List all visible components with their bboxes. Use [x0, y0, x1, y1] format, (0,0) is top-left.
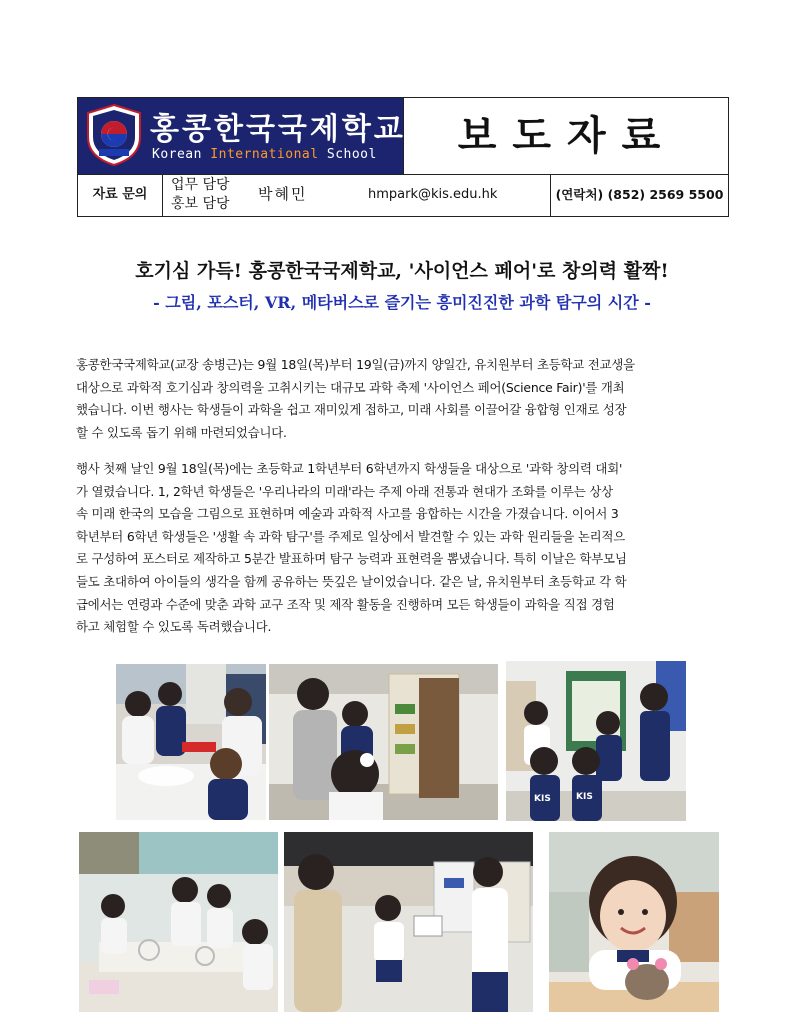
- photo-students-experiment: [116, 664, 266, 820]
- paragraph-line: 대상으로 과학적 호기심과 창의력을 고취시키는 대규모 과학 축제 '사이언스 페어(Science Fair)'를 개최: [76, 379, 625, 395]
- school-name-en-word-1: Korean: [152, 147, 202, 162]
- contact-name: 박혜민: [258, 185, 308, 203]
- document-title: 보도자료: [457, 112, 677, 159]
- article-headline: 호기심 가득! 홍콩한국국제학교, '사이언스 페어'로 창의력 활짝!: [135, 260, 669, 282]
- paragraph-line: 하고 체험할 수 있도록 독려했습니다.: [76, 619, 272, 635]
- photo-poster-presentation: [269, 664, 498, 820]
- paragraph-line: 로 구성하여 포스터로 제작하고 5분간 발표하며 탐구 능력과 표현력을 뽐냈습니다. 특히 이날은 학부모님: [76, 551, 627, 567]
- school-crest-icon: [84, 103, 144, 167]
- school-name-english: [152, 147, 377, 162]
- paragraph-line: 속 미래 한국의 모습을 그림으로 표현하며 예술과 과학적 사고를 융합하는 시간을 가졌습니다. 이어서 3: [76, 506, 619, 522]
- school-name-korean: 홍콩한국국제학교: [150, 112, 406, 147]
- body-paragraph-1: [76, 354, 730, 444]
- photo-students-kis-jerseys: [506, 661, 686, 821]
- paragraph-line: 홍콩한국국제학교(교장 송병근)는 9월 18일(목)부터 19일(금)까지 양일간, 유치원부터 초등학교 전교생을: [76, 357, 635, 372]
- paragraph-line: 가 열렸습니다. 1, 2학년 학생들은 '우리나라의 미래'라는 주제 아래 전통과 현대가 조화를 이루는 상상: [76, 483, 613, 499]
- paragraph-line: 할 수 있도록 돕기 위해 마련되었습니다.: [76, 424, 287, 440]
- paragraph-line: 들도 초대하여 아이들의 생각을 함께 공유하는 뜻깊은 날이었습니다. 같은 날, 유치원부터 초등학교 각 학: [76, 573, 627, 589]
- article-subheadline: - 그림, 포스터, VR, 메타버스로 즐기는 흥미진진한 과학 탐구의 시간 -: [153, 293, 651, 312]
- paragraph-line: 학년부터 6학년 학생들은 '생활 속 과학 탐구'를 주제로 일상에서 발견할 수 있는 과학 원리들을 논리적으: [76, 528, 625, 544]
- role-work: 업무 담당: [171, 177, 230, 193]
- school-name-en-word-2: International: [210, 147, 319, 162]
- contact-row: [78, 174, 728, 216]
- jersey-text: KIS: [576, 792, 593, 802]
- paragraph-line: 행사 첫째 날인 9월 18일(목)에는 초등학교 1학년부터 6학년까지 학생들을 대상으로 '과학 창의력 대회': [76, 461, 623, 476]
- header-top-row: [78, 98, 728, 175]
- role-pr: 홍보 담당: [171, 196, 230, 212]
- school-logo-banner: [78, 98, 404, 174]
- press-release-header: [77, 97, 729, 217]
- contact-roles: [163, 174, 243, 216]
- school-name-en-word-3: School: [326, 147, 377, 162]
- photo-presentation-to-parent: [284, 832, 533, 1012]
- paragraph-line: 했습니다. 이번 행사는 학생들이 과학을 쉽고 재미있게 접하고, 미래 사회를 이끌어갈 융합형 인재로 성장: [76, 402, 627, 418]
- contact-label: 자료 문의: [78, 174, 163, 216]
- photo-classroom-building: [79, 832, 278, 1012]
- contact-phone: (연락처) (852) 2569 5500: [550, 174, 728, 216]
- jersey-text: KIS: [534, 794, 551, 804]
- contact-email[interactable]: hmpark@kis.edu.hk: [368, 187, 498, 202]
- photo-kindergartener-craft: [549, 832, 719, 1012]
- body-paragraph-2: [76, 458, 730, 639]
- paragraph-line: 급에서는 연령과 수준에 맞춘 과학 교구 조작 및 제작 활동을 진행하며 모든 학생들이 과학을 직접 경험: [76, 596, 615, 612]
